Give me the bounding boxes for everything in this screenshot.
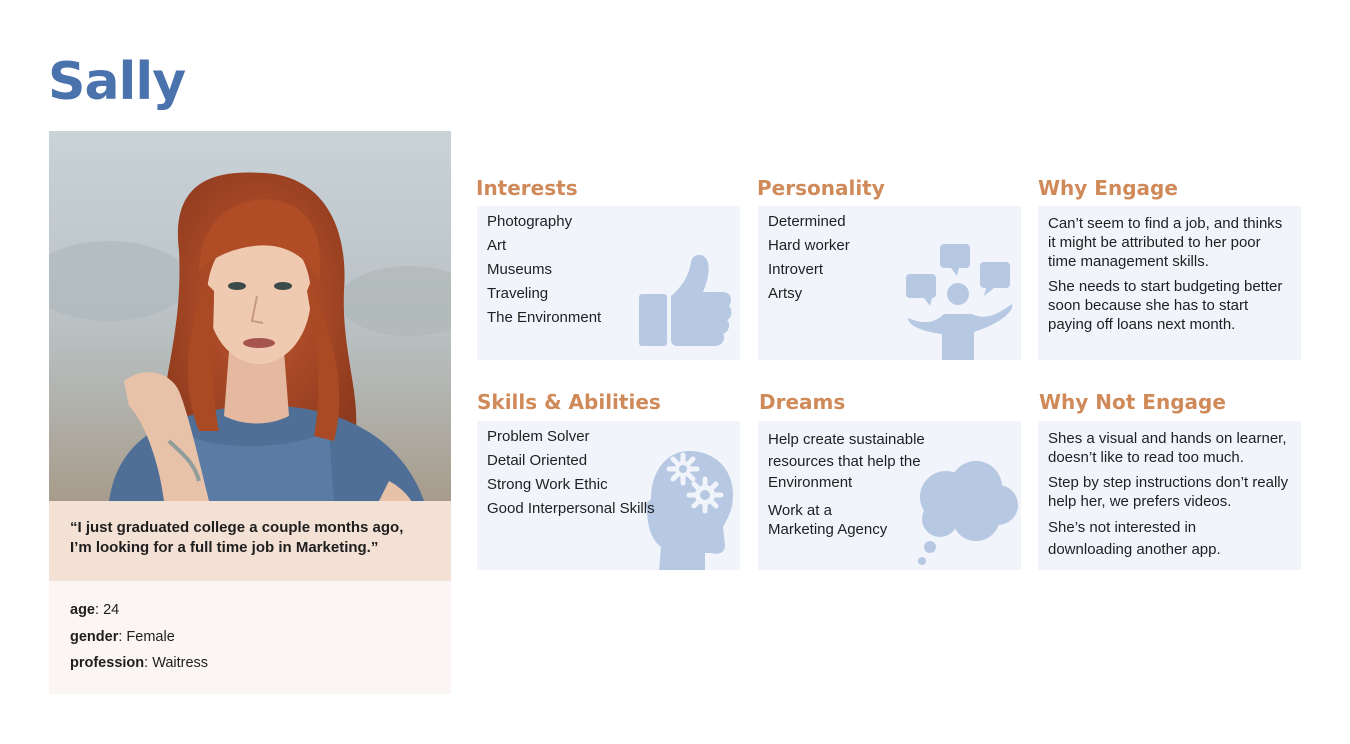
dreams-card xyxy=(758,421,1021,570)
quote-line-1: “I just graduated college a couple months ago, xyxy=(70,519,404,536)
skill-item: Strong Work Ethic xyxy=(487,476,608,493)
interest-item: Museums xyxy=(487,261,553,278)
interest-item: Art xyxy=(487,237,507,254)
age-label: age xyxy=(70,602,95,618)
why-engage-paragraph: Can’t seem to find a job, and thinks it might be attributed to her poor time management skills. xyxy=(1048,215,1283,270)
dreams-title: Dreams xyxy=(759,390,846,414)
skill-item: Good Interpersonal Skills xyxy=(487,500,655,517)
why-engage-title: Why Engage xyxy=(1038,176,1178,200)
why-engage-card xyxy=(1038,206,1301,360)
skill-item: Detail Oriented xyxy=(487,452,588,469)
personality-item: Artsy xyxy=(768,285,803,302)
gender-label: gender xyxy=(70,628,119,645)
skills-card xyxy=(477,421,740,570)
why-not-engage-card xyxy=(1038,421,1301,570)
interests-card xyxy=(477,206,740,360)
age-row: age: 24 xyxy=(70,602,120,618)
personality-item: Determined xyxy=(768,213,846,230)
personality-title: Personality xyxy=(757,176,885,200)
interest-item: The Environment xyxy=(487,309,602,326)
profession-label: profession xyxy=(70,655,145,671)
personality-item: Hard worker xyxy=(768,237,850,254)
why-not-engage-paragraph: She’s not interested in downloading another app. xyxy=(1048,519,1221,558)
quote-line-2: I’m looking for a full time job in Marketing.” xyxy=(70,539,379,556)
skill-item: Problem Solver xyxy=(487,428,590,445)
thought-cloud-icon xyxy=(914,459,1020,567)
gender-value: Female xyxy=(126,628,175,645)
gender-row: gender: Female xyxy=(70,628,175,645)
profession-value: Waitress xyxy=(152,655,209,671)
interest-item: Photography xyxy=(487,213,573,230)
why-engage-paragraph: She needs to start budgeting better soon because she has to start paying off loans next month. xyxy=(1048,278,1283,333)
age-value: 24 xyxy=(103,602,120,618)
personality-card xyxy=(758,206,1021,360)
persona-name: Sally xyxy=(48,52,186,112)
why-not-engage-paragraph: Shes a visual and hands on learner, doesn’t like to read too much. xyxy=(1048,430,1287,466)
dreams-paragraph: Help create sustainable resources that help the Environment xyxy=(768,431,925,491)
why-not-engage-paragraph: Step by step instructions don’t really help her, we prefers videos. xyxy=(1048,474,1289,510)
profession-row: profession: Waitress xyxy=(70,655,209,671)
persona-photo xyxy=(49,131,451,501)
persona-quote xyxy=(49,501,451,581)
personality-item: Introvert xyxy=(768,261,824,278)
dreams-paragraph: Work at a Marketing Agency xyxy=(768,501,888,538)
interest-item: Traveling xyxy=(487,285,549,302)
demographics-panel xyxy=(49,581,451,694)
skills-title: Skills & Abilities xyxy=(477,390,661,414)
interests-title: Interests xyxy=(476,176,578,200)
why-not-engage-title: Why Not Engage xyxy=(1039,390,1226,414)
